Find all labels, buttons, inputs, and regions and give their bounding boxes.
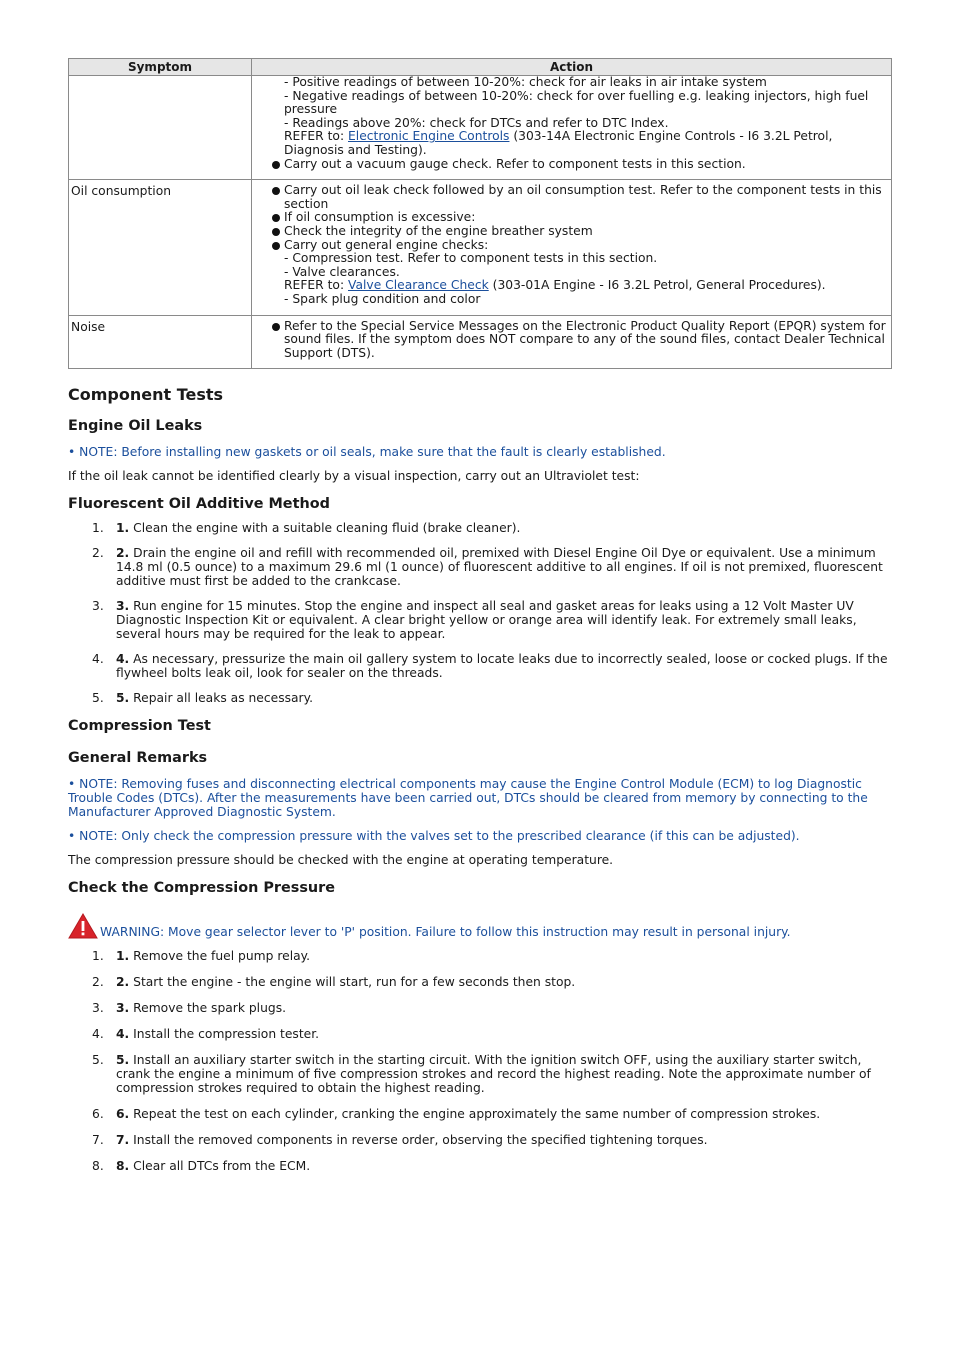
step-item xyxy=(68,1027,891,1041)
step-item xyxy=(68,975,891,989)
fluorescent-method-heading: Fluorescent Oil Additive Method xyxy=(68,496,330,513)
step-text: Start the engine - the engine will start, run for a few seconds then stop. xyxy=(129,975,576,990)
sub-line: - Compression test. Refer to component tests in this section. xyxy=(284,251,658,266)
bullet-item: If oil consumption is excessive: xyxy=(252,211,887,225)
step-bold-number: 1. xyxy=(116,521,130,536)
step-number: 4. xyxy=(92,652,104,667)
step-text: Clean the engine with a suitable cleaning fluid (brake cleaner). xyxy=(129,521,521,536)
step-number: 5. xyxy=(92,691,104,706)
oil-leak-intro: If the oil leak cannot be identified clearly by a visual inspection, carry out an Ultraviolet test: xyxy=(68,469,640,484)
refer-line: REFER to: Electronic Engine Controls (303-14A Electronic Engine Controls - I6 3.2L Petrol, Diagnosis and Testing). xyxy=(284,129,833,157)
step-bold-number: 3. xyxy=(116,1001,130,1016)
step-number: 7. xyxy=(92,1133,104,1148)
bullet-item: Carry out oil leak check followed by an oil consumption test. Refer to the component tests in this section xyxy=(252,184,887,211)
step-number: 2. xyxy=(92,975,104,990)
step-item xyxy=(68,546,891,588)
compression-test-heading: Compression Test xyxy=(68,718,211,735)
step-item xyxy=(68,691,891,705)
step-item xyxy=(68,949,891,963)
step-text: Clear all DTCs from the ECM. xyxy=(129,1159,311,1174)
step-bold-number: 7. xyxy=(116,1133,130,1148)
warning-triangle-icon xyxy=(68,913,98,939)
step-number: 1. xyxy=(92,949,104,964)
warning-block xyxy=(68,925,891,939)
table-row xyxy=(69,180,892,315)
symptom-column-header: Symptom xyxy=(69,59,252,76)
bullet-item: Check the integrity of the engine breather system xyxy=(252,225,887,239)
step-number: 3. xyxy=(92,599,104,614)
action-line: - Negative readings of between 10-20%: check for over fuelling e.g. leaking injectors, high fuel pressure xyxy=(284,88,869,117)
step-text: Remove the spark plugs. xyxy=(129,1001,287,1016)
action-cell xyxy=(252,76,892,180)
step-text: Drain the engine oil and refill with recommended oil, premixed with Diesel Engine Oil Dye or equivalent. Use a minimum 14.8 ml (0.5 ounce) to a maximum 29.6 ml (1 ounce) of fluorescent additive to all engines. If oil is not premixed, fluorescent additive must first be added to the crankcase. xyxy=(116,546,883,589)
step-number: 1. xyxy=(92,521,104,536)
warning-text: WARNING: Move gear selector lever to 'P' position. Failure to follow this instruction may result in personal injury. xyxy=(100,925,791,940)
step-text: Repeat the test on each cylinder, cranking the engine approximately the same number of compression strokes. xyxy=(129,1107,821,1122)
step-text: As necessary, pressurize the main oil gallery system to locate leaks due to incorrectly sealed, loose or cocked plugs. If the flywheel bolts leak oil, look for sealer on the threads. xyxy=(116,652,888,681)
document-page xyxy=(68,58,891,1173)
engine-oil-leaks-heading: Engine Oil Leaks xyxy=(68,418,203,435)
step-text: Run engine for 15 minutes. Stop the engine and inspect all seal and gasket areas for leaks using a 12 Volt Master UV Diagnostic Inspection Kit or equivalent. A clear bright yellow or orange area will identify leak. For extremely small leaks, several hours may be required for the leak to appear. xyxy=(116,599,857,642)
step-item xyxy=(68,1133,891,1147)
action-column-header: Action xyxy=(252,59,892,76)
step-text: Install the removed components in reverse order, observing the specified tightening torques. xyxy=(129,1133,708,1148)
action-cell xyxy=(252,315,892,369)
step-text: Install the compression tester. xyxy=(129,1027,320,1042)
bullet-item: Carry out general engine checks: xyxy=(252,239,887,253)
general-remarks-heading: General Remarks xyxy=(68,750,208,767)
table-row xyxy=(69,76,892,180)
compression-intro: The compression pressure should be checked with the engine at operating temperature. xyxy=(68,853,614,868)
step-bold-number: 6. xyxy=(116,1107,130,1122)
step-number: 6. xyxy=(92,1107,104,1122)
step-text: Install an auxiliary starter switch in the starting circuit. With the ignition switch OFF, using the auxiliary starter switch, crank the engine a minimum of five compression strokes and record the highest reading. Note the approximate number of compression strokes required to obtain the highest reading. xyxy=(116,1053,871,1096)
note-fuses: • NOTE: Removing fuses and disconnecting electrical components may cause the Engine Control Module (ECM) to log Diagnostic Trouble Codes (DTCs). After the measurements have been carried out, DTCs should be cleared from memory by connecting to the Manufacturer Approved Diagnostic System. xyxy=(68,777,868,820)
bullet-item: Refer to the Special Service Messages on the Electronic Product Quality Report (EPQR) system for sound files. If the symptom does NOT compare to any of the sound files, contact Dealer Technical Support (DTS). xyxy=(252,320,887,361)
step-text: Remove the fuel pump relay. xyxy=(129,949,311,964)
refer-line: REFER to: Valve Clearance Check (303-01A Engine - I6 3.2L Petrol, General Procedures). xyxy=(284,278,826,293)
step-bold-number: 3. xyxy=(116,599,130,614)
step-item xyxy=(68,521,891,535)
table-header-row xyxy=(69,59,892,76)
step-bold-number: 5. xyxy=(116,1053,130,1068)
sub-line: - Spark plug condition and color xyxy=(284,291,481,306)
step-bold-number: 2. xyxy=(116,975,130,990)
step-bold-number: 4. xyxy=(116,1027,130,1042)
step-item xyxy=(68,599,891,641)
step-number: 4. xyxy=(92,1027,104,1042)
step-number: 2. xyxy=(92,546,104,561)
step-text: Repair all leaks as necessary. xyxy=(129,691,314,706)
step-bold-number: 5. xyxy=(116,691,130,706)
symptom-action-table xyxy=(68,58,892,369)
step-item xyxy=(68,1107,891,1121)
step-bold-number: 4. xyxy=(116,652,130,667)
compression-steps xyxy=(68,949,891,1173)
action-cell xyxy=(252,180,892,315)
step-bold-number: 1. xyxy=(116,949,130,964)
oil-leak-steps xyxy=(68,521,891,705)
symptom-cell: Noise xyxy=(69,315,252,369)
step-number: 3. xyxy=(92,1001,104,1016)
step-bold-number: 2. xyxy=(116,546,130,561)
action-line: - Positive readings of between 10-20%: check for air leaks in air intake system xyxy=(284,75,767,89)
step-item xyxy=(68,652,891,680)
note-gaskets: • NOTE: Before installing new gaskets or oil seals, make sure that the fault is clearly established. xyxy=(68,445,666,460)
step-number: 5. xyxy=(92,1053,104,1068)
step-number: 8. xyxy=(92,1159,104,1174)
symptom-cell xyxy=(69,76,252,180)
note-valves: • NOTE: Only check the compression pressure with the valves set to the prescribed clearance (if this can be adjusted). xyxy=(68,829,800,844)
step-item xyxy=(68,1159,891,1173)
check-compression-heading: Check the Compression Pressure xyxy=(68,880,336,897)
table-row xyxy=(69,315,892,369)
component-tests-heading: Component Tests xyxy=(68,385,224,405)
sub-line: - Valve clearances. xyxy=(284,264,400,279)
step-item xyxy=(68,1001,891,1015)
bullet-item: Carry out a vacuum gauge check. Refer to component tests in this section. xyxy=(252,158,887,172)
symptom-cell: Oil consumption xyxy=(69,180,252,315)
step-bold-number: 8. xyxy=(116,1159,130,1174)
electronic-engine-controls-link[interactable]: Electronic Engine Controls xyxy=(348,129,510,144)
valve-clearance-check-link[interactable]: Valve Clearance Check xyxy=(348,278,489,293)
step-item xyxy=(68,1053,891,1095)
action-line: - Readings above 20%: check for DTCs and refer to DTC Index. xyxy=(284,115,669,130)
